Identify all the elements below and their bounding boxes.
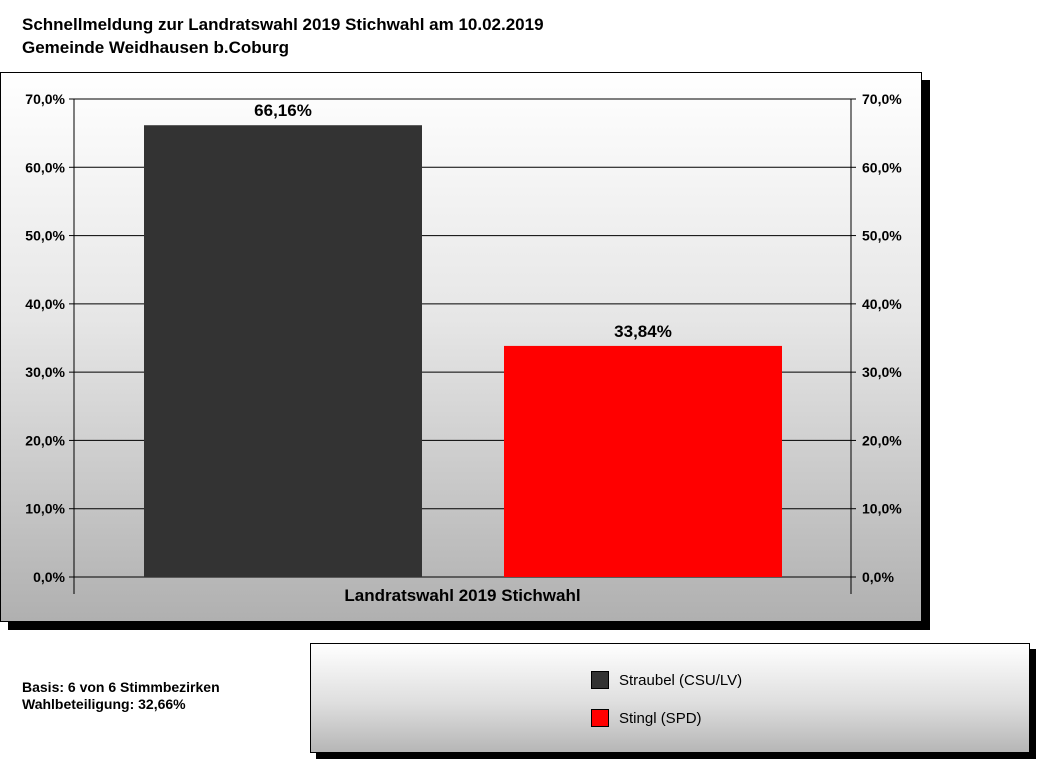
legend xyxy=(310,643,1030,753)
data-label-0: 66,16% xyxy=(254,101,312,121)
legend-swatch-stingl xyxy=(591,709,609,727)
bar-1 xyxy=(504,346,782,577)
footnote-basis: Basis: 6 von 6 Stimmbezirken xyxy=(22,679,220,695)
legend-swatch-straubel xyxy=(591,671,609,689)
y-tick-label-left: 10,0% xyxy=(25,500,65,517)
y-tick-label-right: 40,0% xyxy=(862,295,902,312)
x-category-label: Landratswahl 2019 Stichwahl xyxy=(344,586,581,605)
y-tick-label-right: 50,0% xyxy=(862,227,902,244)
y-tick-label-right: 20,0% xyxy=(862,432,902,449)
data-label-1: 33,84% xyxy=(614,321,672,341)
y-tick-label-right: 60,0% xyxy=(862,159,902,176)
legend-label-straubel: Straubel (CSU/LV) xyxy=(619,671,743,689)
y-tick-label-right: 10,0% xyxy=(862,500,902,517)
chart-subtitle: Gemeinde Weidhausen b.Coburg xyxy=(22,38,289,57)
footnote-turnout: Wahlbeteiligung: 32,66% xyxy=(22,696,186,712)
y-tick-label-left: 60,0% xyxy=(25,159,65,176)
header xyxy=(22,13,544,59)
chart-title: Schnellmeldung zur Landratswahl 2019 Stichwahl am 10.02.2019 xyxy=(22,15,544,34)
footnote xyxy=(22,679,220,713)
y-tick-label-left: 40,0% xyxy=(25,295,65,312)
bar-0 xyxy=(144,125,422,577)
legend-item-straubel xyxy=(591,670,742,690)
chart-panel xyxy=(0,72,922,622)
legend-label-stingl: Stingl (SPD) xyxy=(619,709,702,727)
y-tick-label-left: 20,0% xyxy=(25,432,65,449)
y-tick-label-right: 30,0% xyxy=(862,364,902,381)
bar-chart xyxy=(1,73,923,623)
y-tick-label-left: 50,0% xyxy=(25,227,65,244)
y-tick-label-left: 30,0% xyxy=(25,364,65,381)
y-tick-label-right: 0,0% xyxy=(862,569,894,585)
y-tick-label-right: 70,0% xyxy=(862,91,902,107)
y-tick-label-left: 0,0% xyxy=(33,569,65,585)
legend-item-stingl xyxy=(591,708,702,728)
y-tick-label-left: 70,0% xyxy=(25,91,65,107)
